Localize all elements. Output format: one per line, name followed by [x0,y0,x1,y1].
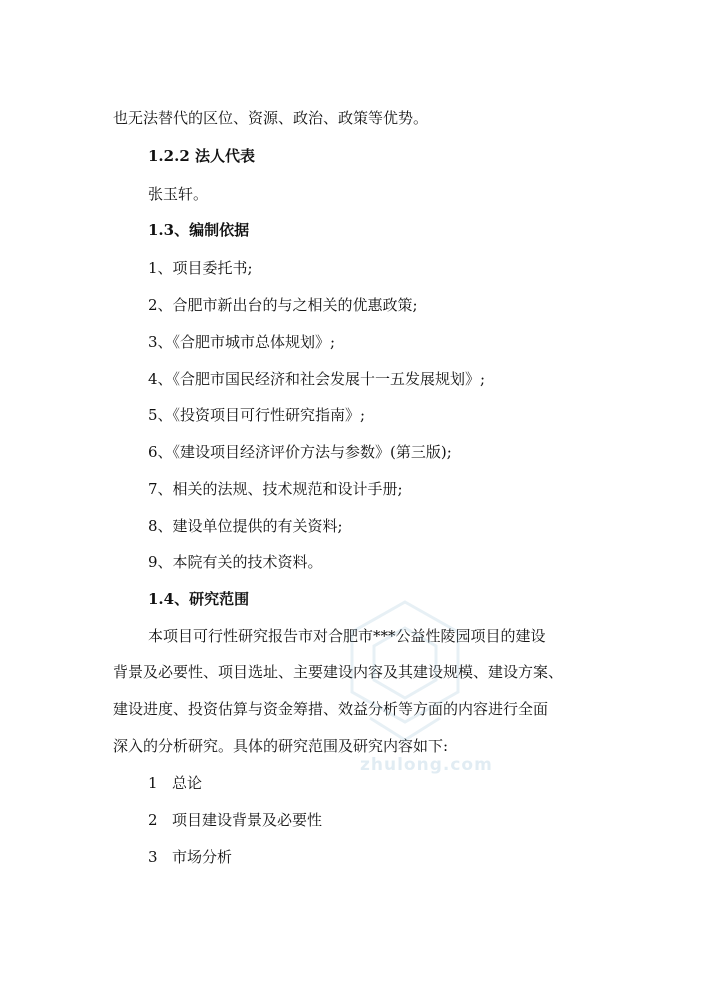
paragraph-line: 张玉轩。 [148,185,209,203]
item-number: 2 [148,811,158,829]
item-text: 项目建设背景及必要性 [172,811,323,829]
list-item: 6、《建设项目经济评价方法与参数》(第三版); [148,443,452,461]
item-number: 3 [148,848,158,866]
list-item: 5、《投资项目可行性研究指南》; [148,406,366,424]
watermark-text: zhulong.com [360,755,493,775]
list-item: 8、建设单位提供的有关资料; [148,517,343,535]
list-item: 1、项目委托书; [148,259,253,277]
list-item: 2、合肥市新出台的与之相关的优惠政策; [148,296,418,314]
list-item: 7、相关的法规、技术规范和设计手册; [148,480,403,498]
item-number: 1 [148,774,158,792]
list-item: 3、《合肥市城市总体规划》; [148,333,336,351]
numbered-item [148,810,322,830]
paragraph-line: 深入的分析研究。具体的研究范围及研究内容如下: [113,737,449,755]
section-heading-1-2-2: 1.2.2 法人代表 [148,147,255,165]
numbered-item [148,847,232,867]
section-heading-1-4: 1.4、研究范围 [148,590,250,608]
paragraph-line: 背景及必要性、项目选址、主要建设内容及其建设规模、建设方案、 [113,663,564,681]
paragraph-line: 本项目可行性研究报告市对合肥市***公益性陵园项目的建设 [148,627,546,645]
item-text: 市场分析 [172,848,233,866]
paragraph-line: 也无法替代的区位、资源、政治、政策等优势。 [113,109,429,127]
section-heading-1-3: 1.3、编制依据 [148,221,250,239]
list-item: 9、本院有关的技术资料。 [148,553,323,571]
numbered-item [148,773,202,793]
list-item: 4、《合肥市国民经济和社会发展十一五发展规划》; [148,370,486,388]
paragraph-line: 建设进度、投资估算与资金筹措、效益分析等方面的内容进行全面 [113,700,549,718]
item-text: 总论 [172,774,203,792]
